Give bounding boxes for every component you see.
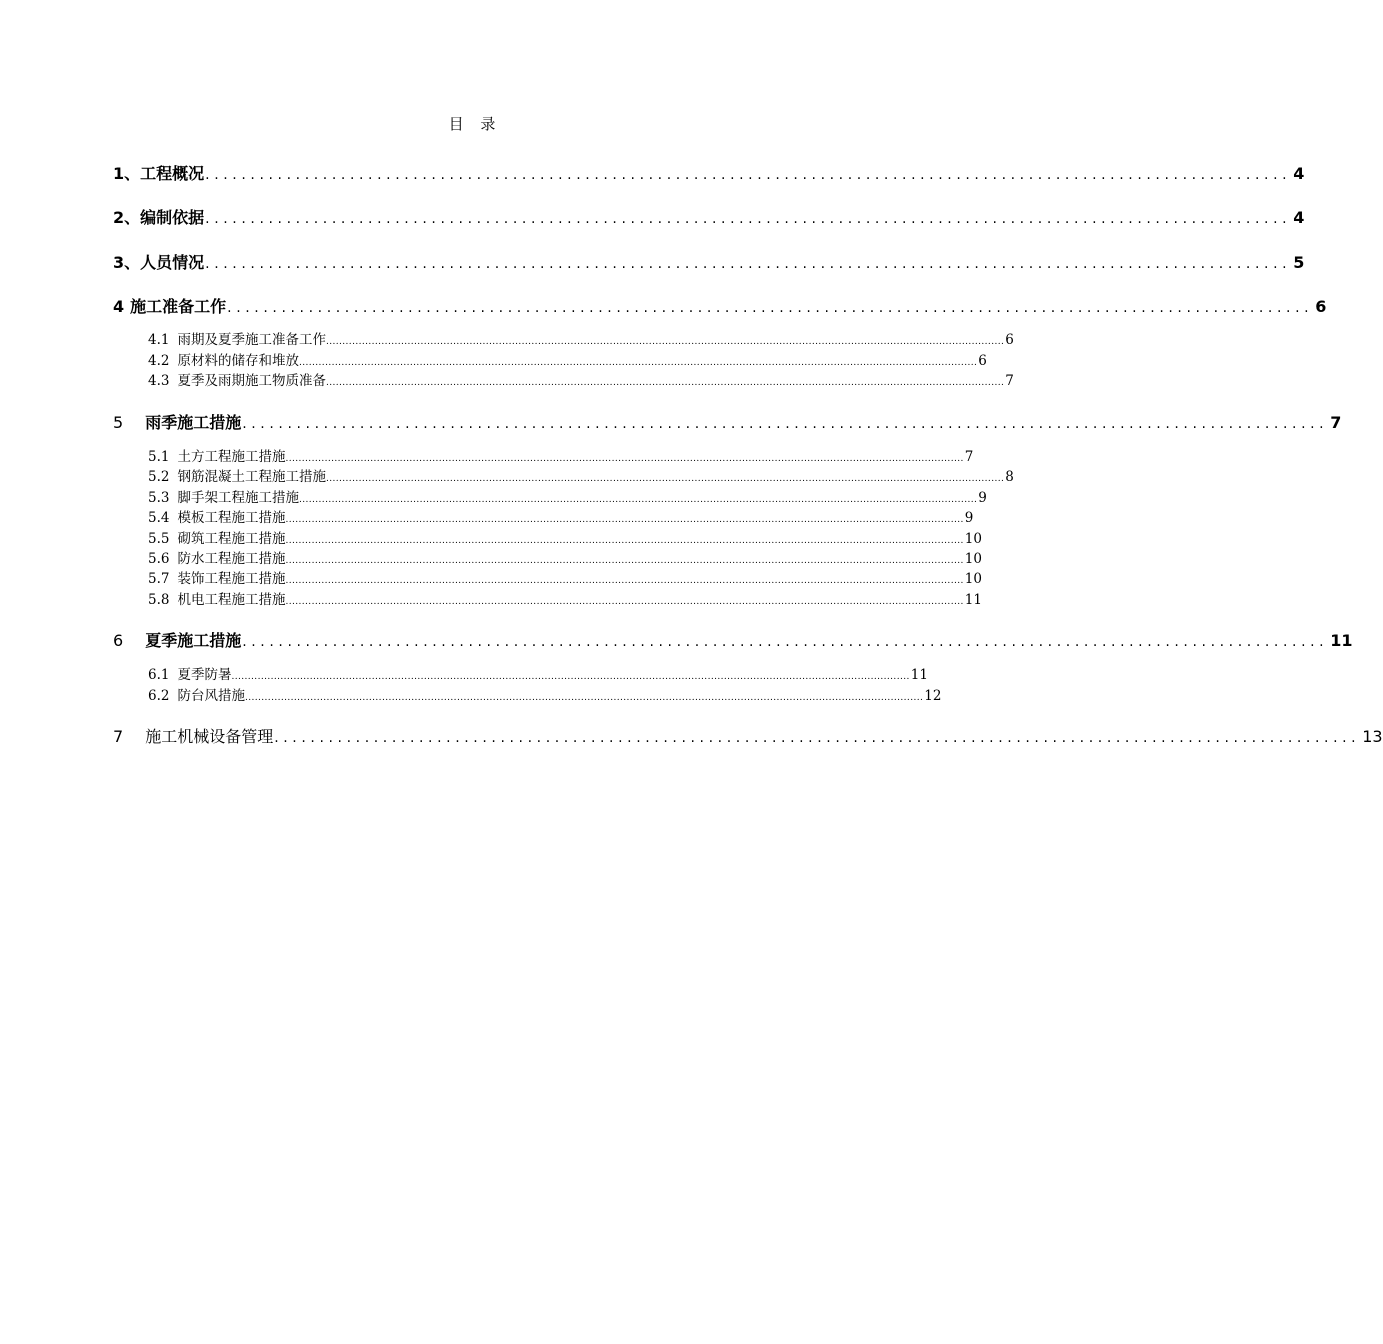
toc-entry-text: 模板工程施工措施 [177,510,286,526]
toc-leader-dots: ........................................................................................................................ [274,730,1361,746]
toc-entry-page: 11 [1330,631,1353,650]
toc-entry-text: 人员情况 [140,253,205,272]
toc-entry-5-6[interactable] [148,549,982,569]
toc-entry-text: 脚手架工程施工措施 [177,490,299,506]
toc-entry-5-2[interactable] [148,467,1014,487]
toc-entry-text: 雨期及夏季施工准备工作 [177,332,326,348]
toc-entry-4-3[interactable] [148,371,1014,391]
toc-leader-dots: ........................................................................................................................ [205,211,1292,227]
toc-leader-dots: ........................................................................................................................ [242,634,1329,650]
toc-entry-number: 6.1 [148,667,170,683]
toc-entry-page: 10 [964,531,982,547]
toc-entry-5-3[interactable] [148,488,987,508]
toc-entry-number: 5.8 [148,592,170,608]
toc-entry-2[interactable] [113,206,1305,230]
toc-entry-number: 5.2 [148,469,170,485]
toc-entry-number: 4 [113,297,125,316]
toc-leader-dots: ................................................................................................................................................................................................................ [285,536,964,546]
toc-entry-text: 土方工程施工措施 [177,449,286,465]
toc-entry-page: 4 [1293,208,1305,227]
toc-entry-text: 施工准备工作 [130,297,227,316]
toc-entry-text: 工程概况 [140,164,205,183]
toc-entry-5[interactable] [113,411,1342,435]
toc-entry-text: 夏季施工措施 [145,631,242,650]
toc-entry-4[interactable] [113,295,1327,319]
toc-entry-number: 5.3 [148,490,170,506]
toc-entry-text: 装饰工程施工措施 [177,571,286,587]
toc-entry-5-1[interactable] [148,447,974,467]
toc-entry-5-4[interactable] [148,508,974,528]
toc-leader-dots: ................................................................................................................................................................................................................ [298,495,978,505]
toc-leader-dots: ................................................................................................................................................................................................................ [298,358,978,368]
toc-leader-dots: ................................................................................................................................................................................................................ [285,515,964,525]
toc-entry-text: 原材料的储存和堆放 [177,353,299,369]
toc-entry-text: 砌筑工程施工措施 [177,531,286,547]
toc-entry-text: 防水工程施工措施 [177,551,286,567]
toc-entry-5-5[interactable] [148,529,982,549]
toc-leader-dots: ........................................................................................................................ [227,300,1314,316]
toc-leader-dots: ........................................................................................................................ [205,167,1292,183]
toc-leader-dots: ........................................................................................................................ [205,256,1292,272]
toc-entry-6-2[interactable] [148,686,942,706]
toc-entry-number: 5.5 [148,531,170,547]
toc-leader-dots: ........................................................................................................................ [242,416,1329,432]
toc-entry-number: 5.6 [148,551,170,567]
toc-leader-dots: ................................................................................................................................................................................................................ [325,378,1005,388]
toc-entry-text: 编制依据 [140,208,205,227]
toc-leader-dots: ................................................................................................................................................................................................................ [285,556,964,566]
toc-entry-number: 7 [113,727,124,746]
toc-entry-text: 机电工程施工措施 [177,592,286,608]
toc-entry-number: 5.4 [148,510,170,526]
toc-leader-dots: ................................................................................................................................................................................................................ [325,474,1005,484]
toc-entry-page: 11 [964,592,982,608]
toc-entry-number: 1、 [113,164,141,183]
toc-entry-number: 5.1 [148,449,170,465]
toc-leader-dots: ................................................................................................................................................................................................................ [231,672,910,682]
toc-entry-page: 11 [910,667,928,683]
toc-entry-page: 9 [978,490,987,506]
toc-entry-5-8[interactable] [148,590,982,610]
toc-entry-page: 7 [1330,413,1342,432]
toc-leader-dots: ................................................................................................................................................................................................................ [244,693,924,703]
toc-entry-page: 9 [964,510,974,526]
toc-entry-number: 5 [113,413,124,432]
toc-leader-dots: ................................................................................................................................................................................................................ [285,597,964,607]
toc-entry-number: 4.2 [148,353,170,369]
toc-leader-dots: ................................................................................................................................................................................................................ [285,576,964,586]
toc-entry-number: 3、 [113,253,141,272]
toc-entry-number: 4.3 [148,373,170,389]
toc-entry-text: 夏季防暑 [177,667,232,683]
toc-entry-6-1[interactable] [148,665,928,685]
toc-leader-dots: ................................................................................................................................................................................................................ [325,337,1005,347]
toc-entry-page: 7 [964,449,974,465]
toc-entry-text: 防台风措施 [177,688,245,704]
toc-entry-text: 钢筋混凝土工程施工措施 [177,469,326,485]
toc-entry-5-7[interactable] [148,569,982,589]
toc-entry-page: 6 [1315,297,1327,316]
toc-entry-4-2[interactable] [148,351,987,371]
toc-entry-page: 10 [964,551,982,567]
toc-entry-page: 12 [924,688,942,704]
toc-entry-page: 10 [964,571,982,587]
toc-entry-number: 6 [113,631,124,650]
toc-entry-page: 5 [1293,253,1305,272]
toc-entry-4-1[interactable] [148,330,1014,350]
toc-entry-page: 6 [1005,332,1014,348]
toc-entry-3[interactable] [113,251,1305,275]
toc-entry-page: 13 [1362,727,1383,746]
toc-entry-text: 雨季施工措施 [145,413,242,432]
toc-title: 目 录 [448,115,502,133]
toc-entry-1[interactable] [113,162,1305,186]
toc-entry-page: 8 [1005,469,1014,485]
toc-entry-7[interactable] [113,725,1383,749]
toc-entry-page: 4 [1293,164,1305,183]
toc-entry-number: 6.2 [148,688,170,704]
toc-entry-number: 2、 [113,208,141,227]
toc-entry-text: 施工机械设备管理 [145,727,274,746]
toc-leader-dots: ................................................................................................................................................................................................................ [285,454,964,464]
toc-entry-number: 5.7 [148,571,170,587]
toc-entry-page: 7 [1005,373,1014,389]
toc-entry-page: 6 [978,353,987,369]
toc-entry-text: 夏季及雨期施工物质准备 [177,373,326,389]
toc-entry-6[interactable] [113,629,1353,653]
toc-entry-number: 4.1 [148,332,170,348]
